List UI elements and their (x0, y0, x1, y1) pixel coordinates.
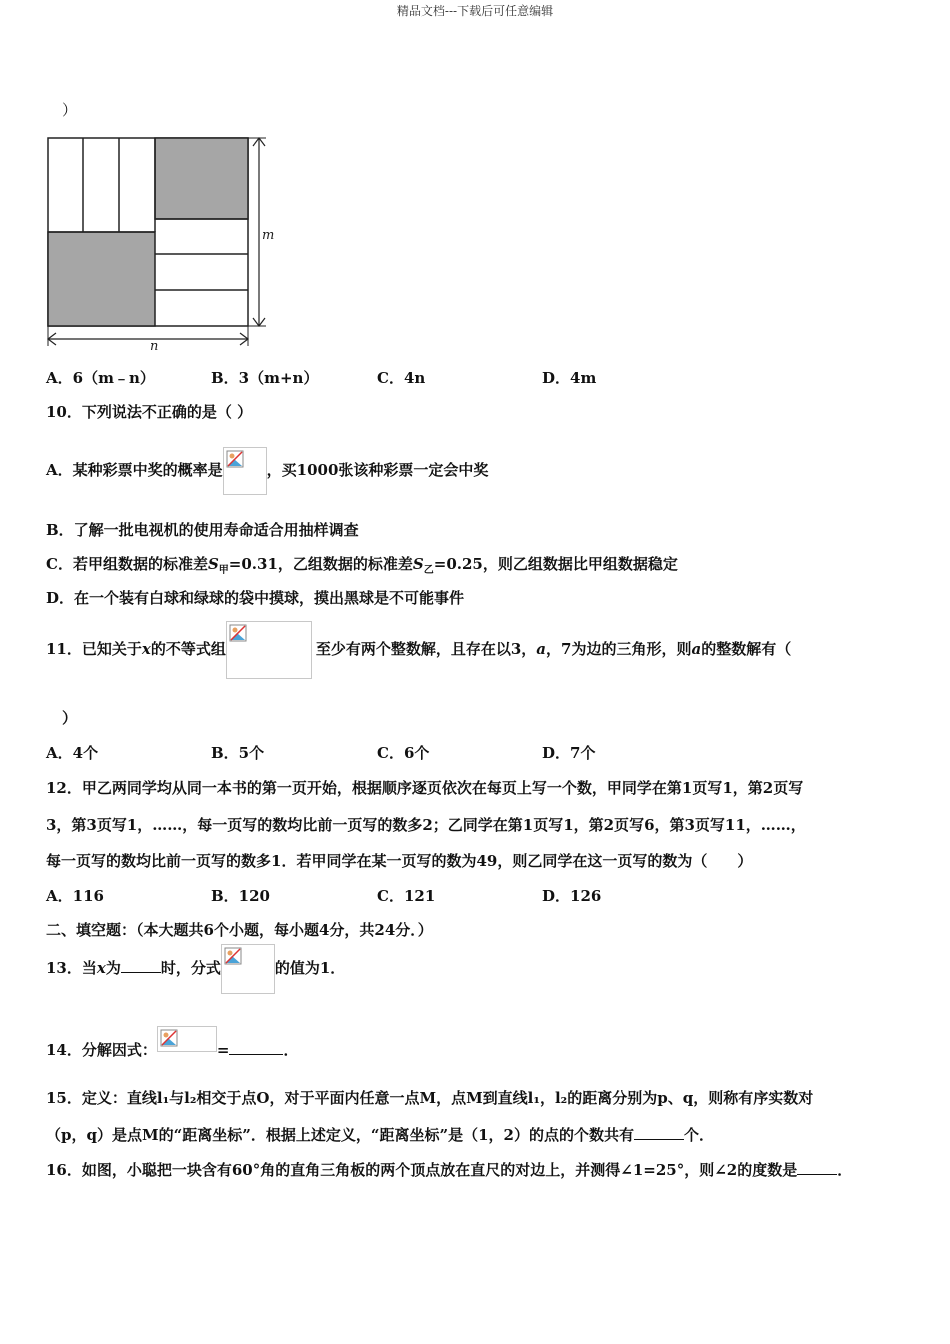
q10-option-c (46, 554, 678, 581)
q10-stem: 10．下列说法不正确的是（ ） (46, 403, 253, 421)
q9-option-b: B．3（m+n） (211, 369, 319, 387)
q11-a1: a (536, 640, 547, 658)
q13-mid: 为 (105, 959, 121, 977)
q14-pre: 14．分解因式： (46, 1041, 157, 1059)
q10-option-b: B．了解一批电视机的使用寿命适合用抽样调查 (46, 521, 359, 539)
q12-line1: 12．甲乙两同学均从同一本书的第一页开始，根据顺序逐页依次在每页上写一个数，甲同学在第1页写1，第2页写 (46, 779, 804, 797)
answer-blank[interactable] (121, 958, 161, 973)
q11-post2: ，7为边的三角形，则 (546, 640, 692, 658)
q14-stem (46, 1024, 298, 1076)
q10-c-pre: C．若甲组数据的标准差 (46, 555, 208, 573)
q11-stem (46, 618, 791, 680)
q14-end: ． (283, 1041, 299, 1059)
q12-option-d: D．126 (542, 887, 602, 905)
q15-line2-pre: （p，q）是点M的“距离坐标”．根据上述定义，“距离坐标”是（1，2）的点的个数共有 (46, 1126, 634, 1144)
q12-line3: 每一页写的数均比前一页写的数多1．若甲同学在某一页写的数为49，则乙同学在这一页写的数为（ ） (46, 852, 753, 870)
q10-c-sub1: 甲 (218, 565, 229, 576)
broken-image-icon (157, 1026, 217, 1052)
dim-label-n: n (150, 339, 159, 354)
shaded-square-top-right (155, 138, 248, 219)
q10-c-s1: S (207, 555, 219, 573)
q12-option-a: A．116 (46, 887, 104, 905)
dim-label-m: m (262, 228, 275, 243)
q12-line2: 3，第3页写1，……，每一页写的数均比前一页写的数多2；乙同学在第1页写1，第2页写6，第3页写11，……， (46, 816, 806, 834)
q10-c-mid: =0.31，乙组数据的标准差 (228, 555, 413, 573)
q9-rectangle-figure (40, 132, 280, 354)
q11-a2: a (691, 640, 702, 658)
q9-option-d: D．4m (542, 369, 597, 387)
q15-line1: 15．定义：直线l₁与l₂相交于点O，对于平面内任意一点M，点M到直线l₁，l₂的距离分别为p、q，则称有序实数对 (46, 1089, 814, 1107)
q13-pre: 13．当 (46, 959, 97, 977)
q9-option-a: A．6（m﹣n） (46, 369, 155, 387)
q9-option-c: C．4n (377, 369, 426, 387)
q10-c-sub2: 乙 (423, 565, 434, 576)
q11-option-c: C．6个 (377, 744, 430, 762)
q10-c-post: =0.25，则乙组数据比甲组数据稳定 (433, 555, 678, 573)
broken-image-icon (223, 447, 267, 495)
q16-stem (46, 1160, 852, 1180)
page-header: 精品文档---下载后可任意编辑 (396, 4, 554, 18)
q11-post3: 的整数解有（ (701, 640, 792, 658)
q11-pre: 11．已知关于 (46, 640, 142, 658)
q10-c-s2: S (412, 555, 424, 573)
q16-text: 16．如图，小聪把一块含有60°角的直角三角板的两个顶点放在直尺的对边上，并测得∠1=25°，则∠2的度数是 (46, 1161, 798, 1179)
q11-option-a: A．4个 (46, 744, 99, 762)
q13-stem (46, 940, 345, 996)
answer-blank[interactable] (797, 1160, 837, 1175)
answer-blank[interactable] (229, 1040, 283, 1055)
answer-blank[interactable] (634, 1125, 684, 1140)
q10-option-a (46, 438, 488, 502)
broken-image-icon (221, 944, 275, 994)
q13-post2: 的值为1． (274, 959, 346, 977)
q10-a-pre: A．某种彩票中奖的概率是 (46, 461, 223, 479)
q12-option-c: C．121 (377, 887, 436, 905)
q14-post: = (216, 1041, 230, 1059)
broken-image-icon (226, 621, 312, 679)
q11-mid: 的不等式组 (150, 640, 226, 658)
shaded-square-bottom-left (48, 232, 155, 326)
q16-end: ． (837, 1161, 853, 1179)
q13-post1: 时，分式 (160, 959, 221, 977)
q15-line2 (46, 1125, 714, 1145)
q11-option-b: B．5个 (211, 744, 265, 762)
q11-post1: 至少有两个整数解，且存在以3， (315, 640, 537, 658)
q12-option-b: B．120 (211, 887, 270, 905)
q15-line2-post: 个． (683, 1126, 714, 1144)
q11-stem-tail: ） (62, 709, 78, 727)
q10-option-d: D．在一个装有白球和绿球的袋中摸球，摸出黑球是不可能事件 (46, 589, 465, 607)
q11-option-d: D．7个 (542, 744, 596, 762)
q11-x: x (141, 640, 151, 658)
section-title-fill-in: 二、填空题：（本大题共6个小题，每小题4分，共24分．） (46, 921, 433, 939)
q9-stem-tail: ） (62, 101, 78, 119)
q13-x: x (96, 959, 106, 977)
q10-a-post: ，买1000张该种彩票一定会中奖 (266, 461, 489, 479)
